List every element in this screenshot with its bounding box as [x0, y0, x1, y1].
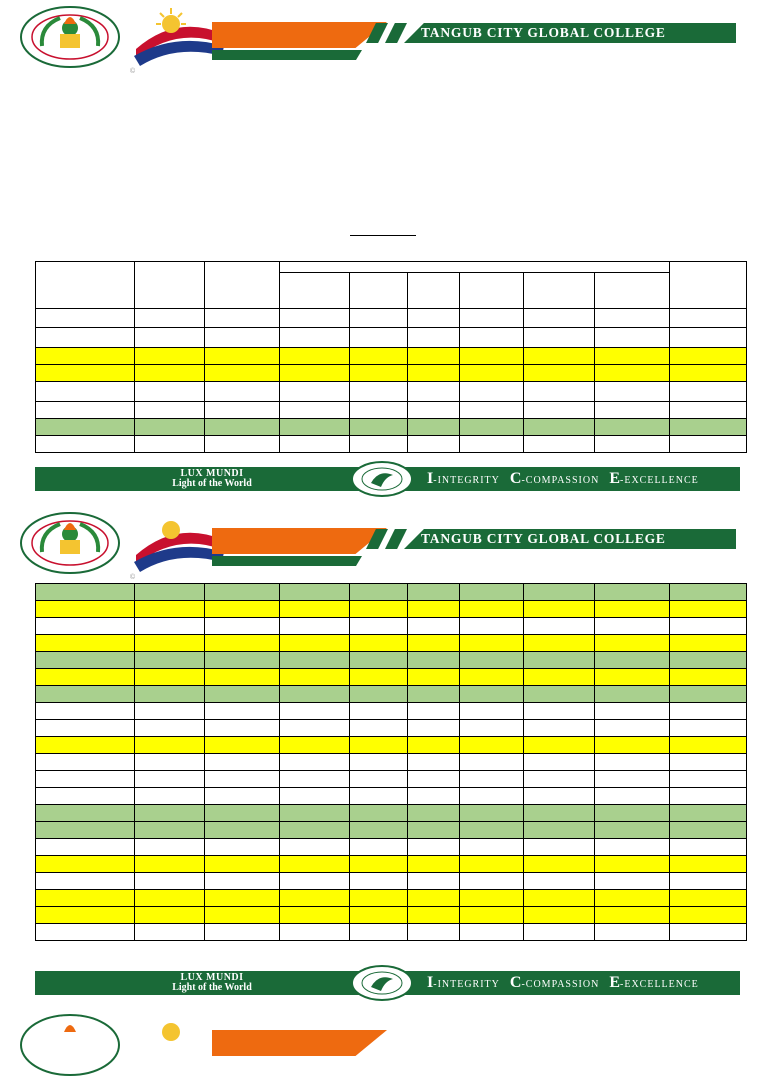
table-cell — [350, 635, 408, 652]
table-cell — [595, 856, 670, 873]
table-row — [36, 601, 747, 618]
table-cell — [280, 890, 350, 907]
table-cell — [460, 686, 524, 703]
table-cell — [280, 635, 350, 652]
core-values — [427, 471, 699, 489]
table-cell — [670, 822, 747, 839]
table-cell — [460, 771, 524, 788]
table-cell — [280, 754, 350, 771]
table-cell — [280, 703, 350, 720]
college-seal-icon — [20, 1014, 124, 1076]
table-cell — [524, 601, 595, 618]
table-cell — [460, 635, 524, 652]
table-cell — [36, 584, 135, 601]
header-stripe — [385, 529, 407, 549]
table-header-row — [36, 262, 747, 273]
table-cell — [135, 703, 205, 720]
philippine-flag-emblem-icon — [126, 4, 226, 70]
table-cell — [524, 737, 595, 754]
table-cell — [280, 822, 350, 839]
table-cell — [135, 754, 205, 771]
table-cell — [36, 873, 135, 890]
value-initial: I — [427, 974, 434, 991]
table-cell — [135, 788, 205, 805]
table-cell — [408, 754, 460, 771]
table-cell — [670, 754, 747, 771]
table-cell — [280, 652, 350, 669]
table-cell — [595, 873, 670, 890]
table-cell — [205, 652, 280, 669]
table-cell — [670, 788, 747, 805]
table-cell — [280, 839, 350, 856]
table-cell — [135, 618, 205, 635]
table-cell — [524, 618, 595, 635]
table-row — [36, 382, 747, 402]
table-cell — [350, 856, 408, 873]
table-cell — [670, 669, 747, 686]
table-cell — [595, 924, 670, 941]
philippine-flag-emblem-icon — [126, 510, 226, 576]
table-cell — [205, 686, 280, 703]
table-cell — [595, 652, 670, 669]
table-cell — [408, 686, 460, 703]
table-row — [36, 873, 747, 890]
college-name: TANGUB CITY GLOBAL COLLEGE — [421, 531, 666, 546]
table-cell — [670, 601, 747, 618]
table-cell — [205, 601, 280, 618]
orange-header-band — [212, 528, 387, 554]
table-cell — [350, 703, 408, 720]
table-cell — [595, 618, 670, 635]
table-cell — [595, 635, 670, 652]
table-row — [36, 618, 747, 635]
table-cell — [460, 584, 524, 601]
value-initial: E — [609, 470, 620, 487]
table-cell — [350, 601, 408, 618]
table-cell — [205, 618, 280, 635]
table-row — [36, 720, 747, 737]
page2-header — [0, 512, 768, 581]
table-cell — [408, 601, 460, 618]
table-cell — [460, 720, 524, 737]
table-cell — [595, 907, 670, 924]
table-cell — [36, 771, 135, 788]
table-row — [36, 584, 747, 601]
table-row — [36, 924, 747, 941]
table-cell — [670, 839, 747, 856]
table-row — [36, 419, 747, 436]
table-cell — [36, 618, 135, 635]
table-cell — [408, 890, 460, 907]
table-cell — [670, 652, 747, 669]
table-cell — [595, 584, 670, 601]
table-cell — [408, 703, 460, 720]
value-initial: C — [509, 974, 522, 991]
table-cell — [595, 805, 670, 822]
table-cell — [524, 856, 595, 873]
table-cell — [460, 601, 524, 618]
value-initial: I — [427, 470, 434, 487]
table-cell — [408, 805, 460, 822]
table-page1 — [35, 261, 747, 453]
table-cell — [135, 601, 205, 618]
table-cell — [350, 890, 408, 907]
table-cell — [135, 635, 205, 652]
table-cell — [670, 686, 747, 703]
table-cell — [350, 754, 408, 771]
page3-header — [0, 1014, 768, 1074]
table-cell — [135, 873, 205, 890]
page2-footer — [35, 971, 740, 995]
table-cell — [350, 822, 408, 839]
title-underline — [350, 235, 416, 236]
table-cell — [205, 754, 280, 771]
table-cell — [408, 584, 460, 601]
table-row — [36, 652, 747, 669]
green-header-band — [212, 556, 362, 566]
table-row — [36, 635, 747, 652]
table-cell — [205, 873, 280, 890]
table-row — [36, 365, 747, 382]
table-cell — [408, 924, 460, 941]
table-cell — [205, 720, 280, 737]
table-cell — [595, 788, 670, 805]
table-cell — [670, 856, 747, 873]
green-header-band — [212, 50, 362, 60]
table-row — [36, 348, 747, 365]
table-cell — [408, 669, 460, 686]
table-cell — [205, 856, 280, 873]
table-cell — [670, 924, 747, 941]
table-cell — [460, 873, 524, 890]
table-cell — [524, 720, 595, 737]
table-cell — [36, 737, 135, 754]
table-cell — [595, 890, 670, 907]
table-cell — [595, 737, 670, 754]
table-cell — [135, 771, 205, 788]
orange-header-band — [212, 1030, 387, 1056]
orange-header-band — [212, 22, 387, 48]
table-cell — [36, 788, 135, 805]
table-cell — [280, 924, 350, 941]
table-cell — [460, 924, 524, 941]
table-cell — [670, 703, 747, 720]
table-cell — [350, 686, 408, 703]
table-cell — [36, 720, 135, 737]
table-cell — [460, 805, 524, 822]
table-cell — [408, 737, 460, 754]
table-cell — [135, 907, 205, 924]
table-cell — [524, 584, 595, 601]
value-compassion: -COMPASSION — [521, 475, 600, 486]
table-cell — [135, 890, 205, 907]
table-cell — [408, 788, 460, 805]
table-cell — [524, 805, 595, 822]
table-cell — [135, 720, 205, 737]
core-values — [427, 975, 699, 993]
table-cell — [670, 873, 747, 890]
footer-seal-icon — [351, 461, 413, 497]
table-row — [36, 788, 747, 805]
table-cell — [135, 822, 205, 839]
table-row — [36, 669, 747, 686]
motto-latin: LUX MUNDI — [180, 468, 244, 479]
table-cell — [595, 771, 670, 788]
value-compassion: -COMPASSION — [521, 979, 600, 990]
table-cell — [205, 771, 280, 788]
table-cell — [670, 584, 747, 601]
table-cell — [36, 890, 135, 907]
table-row — [36, 402, 747, 419]
value-initial: C — [509, 470, 522, 487]
table-cell — [36, 635, 135, 652]
table-cell — [524, 652, 595, 669]
table-cell — [280, 618, 350, 635]
table-cell — [460, 839, 524, 856]
value-integrity: -INTEGRITY — [433, 475, 500, 486]
college-name: TANGUB CITY GLOBAL COLLEGE — [421, 25, 666, 40]
table-cell — [670, 907, 747, 924]
table-cell — [350, 788, 408, 805]
table-cell — [408, 771, 460, 788]
table-cell — [350, 737, 408, 754]
table-cell — [595, 686, 670, 703]
table-cell — [205, 907, 280, 924]
copyright-mark: © — [130, 574, 136, 581]
table-cell — [524, 822, 595, 839]
motto-english: Light of the World — [172, 982, 252, 993]
table-cell — [408, 618, 460, 635]
table-cell — [280, 873, 350, 890]
table-cell — [670, 890, 747, 907]
table-cell — [205, 584, 280, 601]
table-cell — [460, 907, 524, 924]
table-cell — [524, 669, 595, 686]
table-cell — [205, 635, 280, 652]
table-cell — [36, 686, 135, 703]
table-cell — [205, 737, 280, 754]
table-cell — [670, 805, 747, 822]
table-cell — [350, 873, 408, 890]
table-cell — [460, 856, 524, 873]
table-cell — [205, 924, 280, 941]
table-cell — [524, 873, 595, 890]
table-cell — [36, 856, 135, 873]
motto-latin: LUX MUNDI — [180, 972, 244, 983]
table-row — [36, 907, 747, 924]
header-stripe — [385, 23, 407, 43]
table-cell — [280, 805, 350, 822]
table-cell — [135, 737, 205, 754]
copyright-mark: © — [130, 68, 136, 75]
table-cell — [205, 805, 280, 822]
table-cell — [135, 924, 205, 941]
table-cell — [280, 856, 350, 873]
table-cell — [36, 669, 135, 686]
table-cell — [524, 907, 595, 924]
table-cell — [350, 924, 408, 941]
table-cell — [408, 720, 460, 737]
table-cell — [595, 839, 670, 856]
table-cell — [205, 822, 280, 839]
table-cell — [460, 652, 524, 669]
table-cell — [135, 686, 205, 703]
table-cell — [36, 652, 135, 669]
value-excellence: -EXCELLENCE — [620, 979, 699, 990]
table-cell — [205, 788, 280, 805]
table-cell — [135, 839, 205, 856]
table-cell — [408, 822, 460, 839]
table-cell — [135, 856, 205, 873]
college-seal-icon — [20, 512, 124, 574]
table-cell — [205, 703, 280, 720]
college-seal-icon — [20, 6, 124, 68]
table-cell — [670, 635, 747, 652]
table-row — [36, 822, 747, 839]
table-cell — [205, 890, 280, 907]
value-integrity: -INTEGRITY — [433, 979, 500, 990]
table-cell — [350, 805, 408, 822]
table-cell — [36, 924, 135, 941]
table-cell — [524, 686, 595, 703]
table-cell — [135, 805, 205, 822]
table-row — [36, 703, 747, 720]
table-cell — [460, 890, 524, 907]
table-cell — [524, 924, 595, 941]
table-row — [36, 737, 747, 754]
table-cell — [408, 635, 460, 652]
table-cell — [460, 788, 524, 805]
table-cell — [595, 720, 670, 737]
table-cell — [350, 669, 408, 686]
table-cell — [670, 720, 747, 737]
value-initial: E — [609, 974, 620, 991]
table-cell — [350, 839, 408, 856]
philippine-flag-emblem-icon — [126, 1012, 226, 1078]
table-cell — [280, 907, 350, 924]
table-cell — [280, 720, 350, 737]
table-cell — [350, 771, 408, 788]
table-cell — [135, 584, 205, 601]
table-row — [36, 805, 747, 822]
page1-header — [0, 6, 768, 75]
table-cell — [460, 703, 524, 720]
table-cell — [280, 601, 350, 618]
table-cell — [670, 737, 747, 754]
table-cell — [595, 669, 670, 686]
value-excellence: -EXCELLENCE — [620, 475, 699, 486]
table-cell — [670, 771, 747, 788]
table-cell — [595, 601, 670, 618]
table-cell — [408, 856, 460, 873]
table-row — [36, 328, 747, 348]
table-cell — [408, 839, 460, 856]
motto-english: Light of the World — [172, 478, 252, 489]
table-row — [36, 686, 747, 703]
table-cell — [36, 822, 135, 839]
table-cell — [36, 601, 135, 618]
table-cell — [524, 890, 595, 907]
table-cell — [350, 720, 408, 737]
table-cell — [670, 618, 747, 635]
table-cell — [524, 771, 595, 788]
table-cell — [460, 669, 524, 686]
table-cell — [460, 737, 524, 754]
table-cell — [205, 669, 280, 686]
table-cell — [280, 737, 350, 754]
table-cell — [408, 907, 460, 924]
page1-footer — [35, 467, 740, 491]
table-cell — [280, 584, 350, 601]
table-cell — [524, 754, 595, 771]
table-cell — [280, 669, 350, 686]
table-row — [36, 856, 747, 873]
table-row — [36, 436, 747, 453]
table-cell — [36, 754, 135, 771]
table-cell — [350, 652, 408, 669]
table-row — [36, 890, 747, 907]
table-cell — [350, 907, 408, 924]
table-cell — [135, 652, 205, 669]
table-cell — [595, 754, 670, 771]
table-cell — [595, 703, 670, 720]
table-cell — [524, 635, 595, 652]
table-cell — [36, 805, 135, 822]
table-row — [36, 839, 747, 856]
table-cell — [524, 839, 595, 856]
table-cell — [205, 839, 280, 856]
table-cell — [36, 703, 135, 720]
table-cell — [280, 788, 350, 805]
table-cell — [280, 771, 350, 788]
table-row — [36, 309, 747, 328]
table-row — [36, 771, 747, 788]
table-cell — [408, 652, 460, 669]
table-cell — [595, 822, 670, 839]
table-cell — [460, 822, 524, 839]
table-cell — [408, 873, 460, 890]
table-page2 — [35, 583, 747, 941]
table-cell — [460, 754, 524, 771]
table-cell — [135, 669, 205, 686]
table-cell — [524, 788, 595, 805]
table-row — [36, 754, 747, 771]
table-cell — [460, 618, 524, 635]
table-cell — [36, 907, 135, 924]
table-cell — [36, 839, 135, 856]
table-cell — [524, 703, 595, 720]
footer-seal-icon — [351, 965, 413, 1001]
table-cell — [280, 686, 350, 703]
table-cell — [350, 618, 408, 635]
table-cell — [350, 584, 408, 601]
